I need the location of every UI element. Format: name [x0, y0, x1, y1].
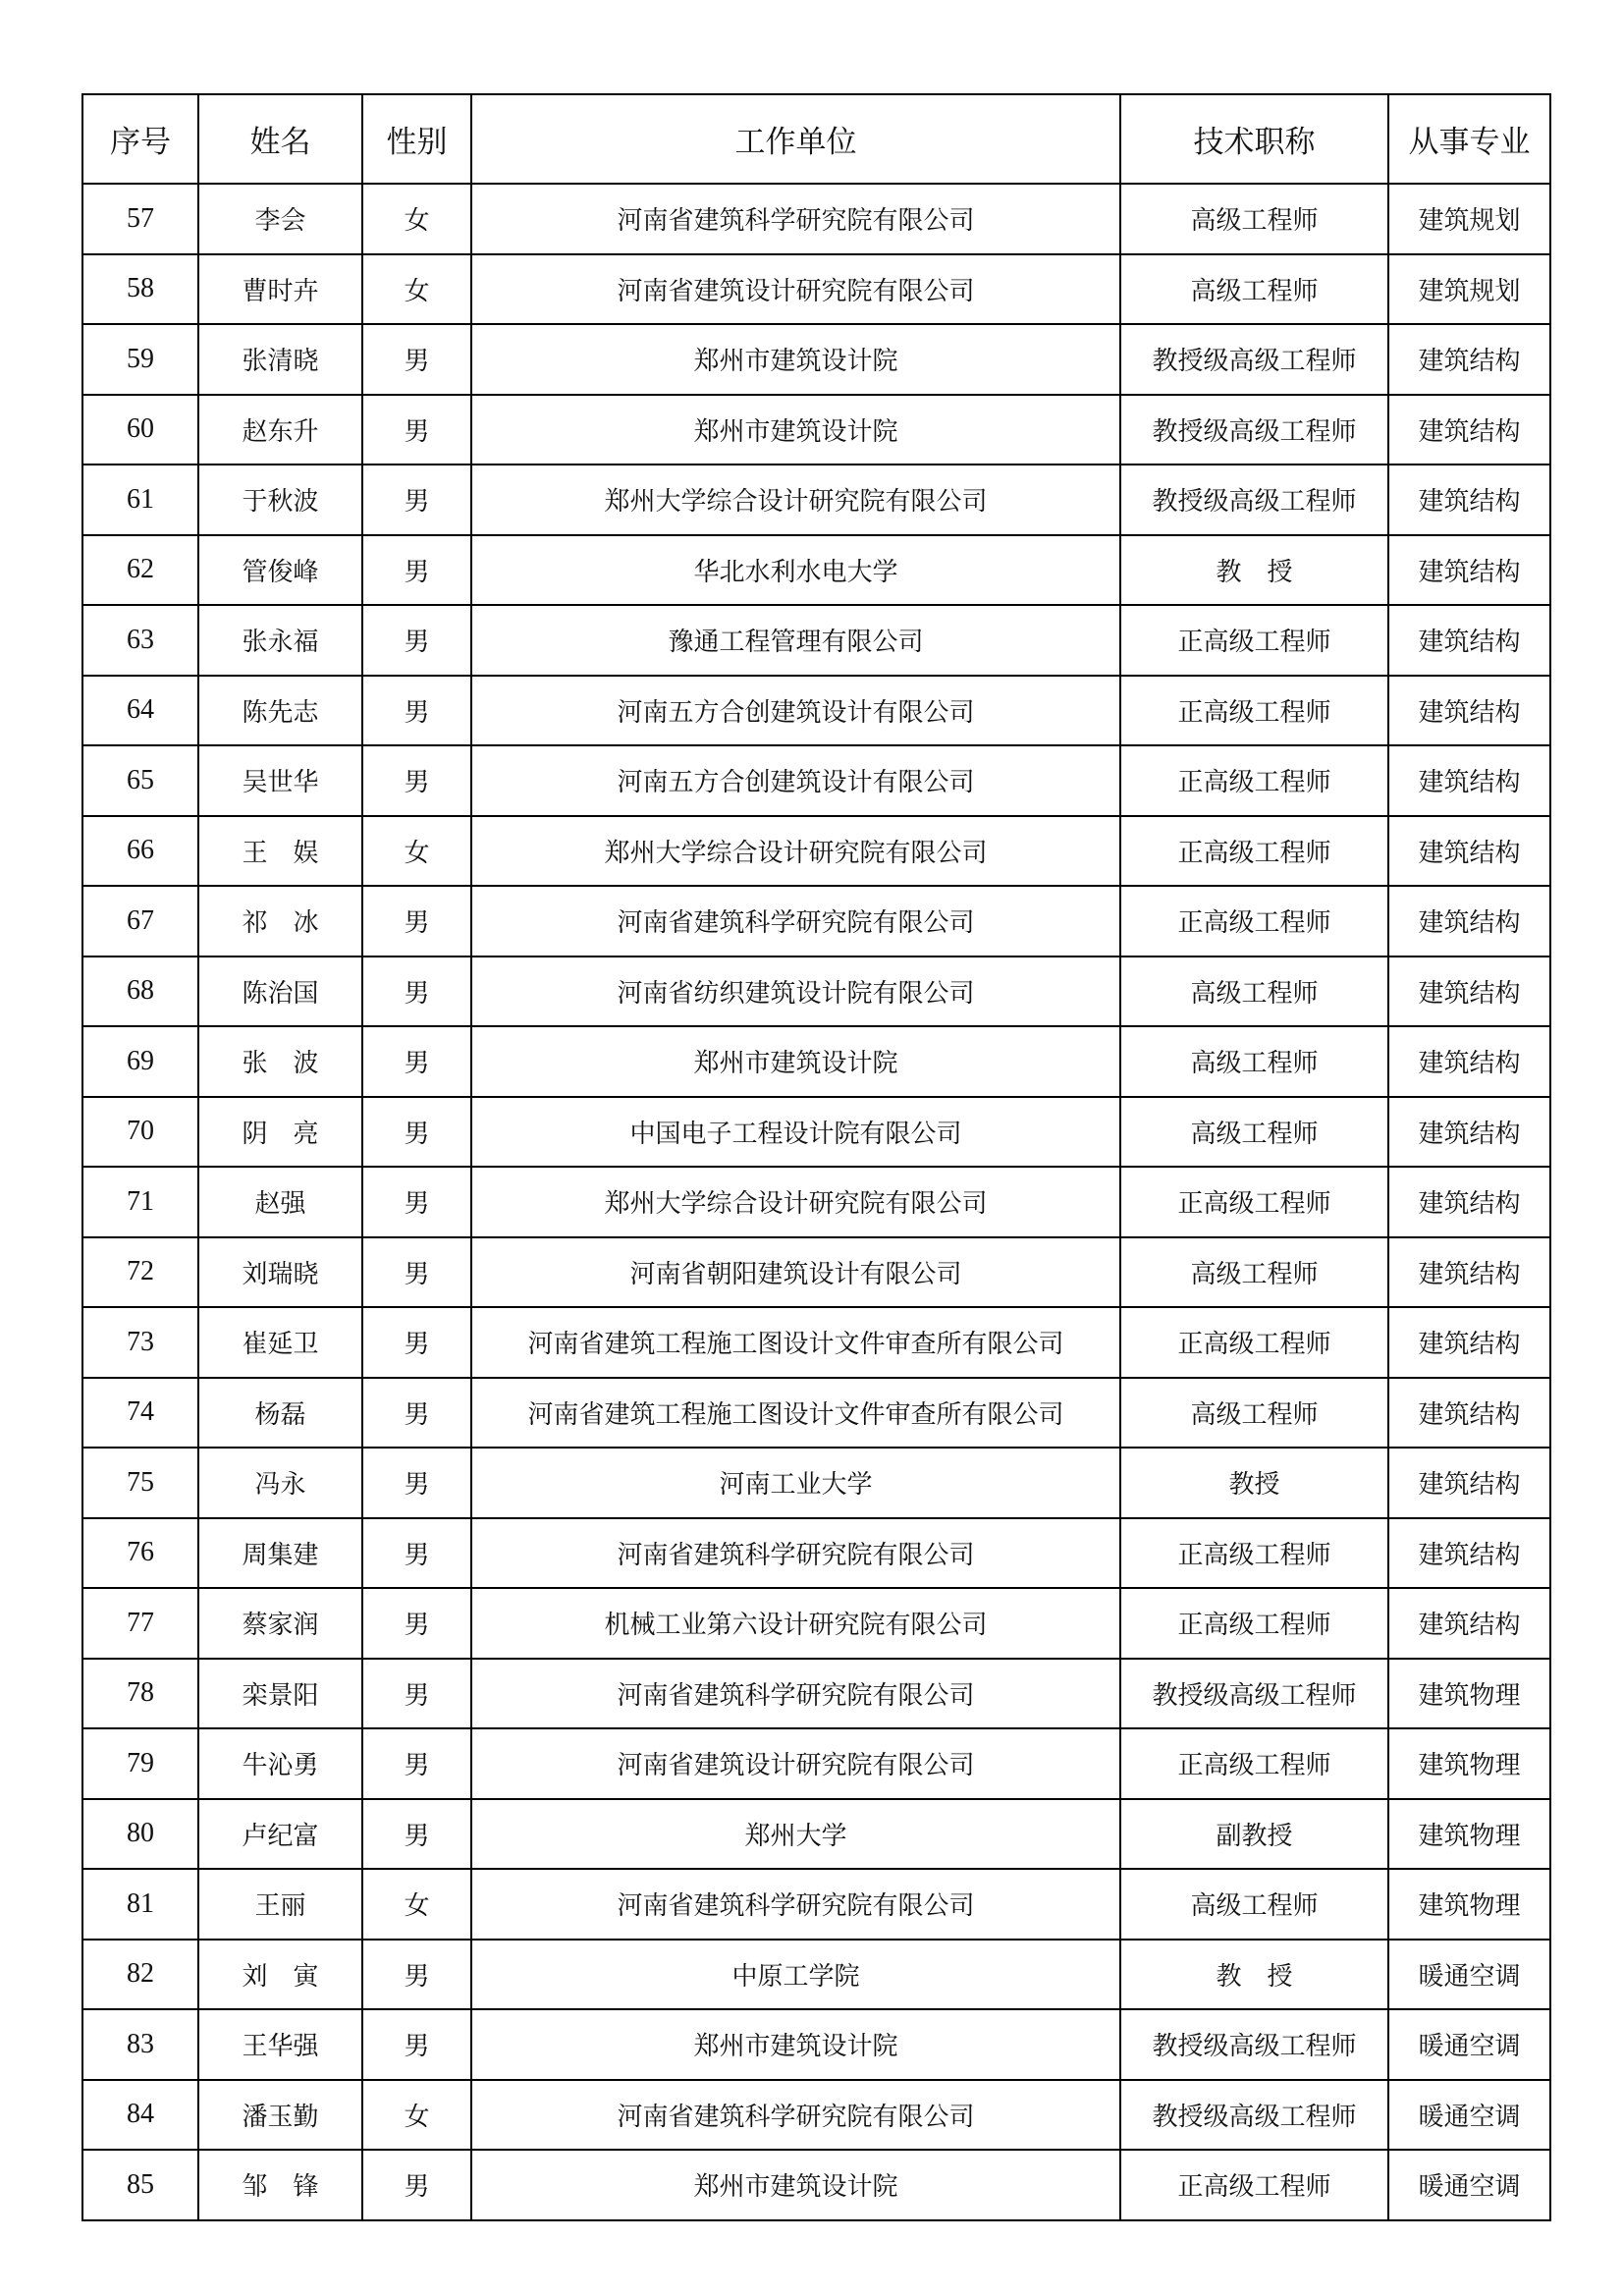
cell-gender: 男 [362, 957, 471, 1027]
cell-specialty: 建筑结构 [1388, 1448, 1550, 1518]
cell-specialty: 建筑结构 [1388, 1237, 1550, 1308]
cell-gender: 男 [362, 1307, 471, 1378]
cell-name: 祁 冰 [198, 886, 362, 957]
table-row [82, 676, 1550, 746]
table-row [82, 184, 1550, 254]
cell-gender: 男 [362, 1378, 471, 1449]
cell-technical-title: 正高级工程师 [1120, 676, 1388, 746]
cell-technical-title: 正高级工程师 [1120, 1167, 1388, 1237]
cell-technical-title: 正高级工程师 [1120, 605, 1388, 676]
cell-specialty: 建筑结构 [1388, 1026, 1550, 1097]
table-row [82, 886, 1550, 957]
cell-work-unit: 河南省纺织建筑设计院有限公司 [471, 957, 1120, 1027]
cell-serial-number: 64 [82, 676, 198, 746]
table-row [82, 395, 1550, 465]
cell-technical-title: 高级工程师 [1120, 184, 1388, 254]
cell-gender: 女 [362, 184, 471, 254]
table-row [82, 745, 1550, 816]
cell-gender: 男 [362, 1237, 471, 1308]
cell-gender: 男 [362, 1588, 471, 1659]
cell-work-unit: 河南省建筑科学研究院有限公司 [471, 1659, 1120, 1729]
table-row [82, 1097, 1550, 1168]
cell-gender: 男 [362, 886, 471, 957]
cell-serial-number: 68 [82, 957, 198, 1027]
cell-work-unit: 郑州大学综合设计研究院有限公司 [471, 816, 1120, 887]
table-row [82, 324, 1550, 395]
cell-serial-number: 78 [82, 1659, 198, 1729]
cell-name: 阴 亮 [198, 1097, 362, 1168]
cell-work-unit: 郑州市建筑设计院 [471, 324, 1120, 395]
personnel-table [81, 93, 1551, 2221]
cell-gender: 男 [362, 676, 471, 746]
table-row [82, 1167, 1550, 1237]
cell-serial-number: 85 [82, 2150, 198, 2220]
header-technical-title: 技术职称 [1120, 94, 1388, 184]
table-row [82, 1448, 1550, 1518]
cell-serial-number: 63 [82, 605, 198, 676]
table-row [82, 254, 1550, 325]
table-row [82, 1588, 1550, 1659]
cell-specialty: 建筑结构 [1388, 1378, 1550, 1449]
cell-technical-title: 高级工程师 [1120, 1237, 1388, 1308]
cell-name: 潘玉勤 [198, 2080, 362, 2151]
table-row [82, 1518, 1550, 1589]
cell-work-unit: 郑州市建筑设计院 [471, 395, 1120, 465]
cell-specialty: 建筑结构 [1388, 395, 1550, 465]
cell-serial-number: 76 [82, 1518, 198, 1589]
cell-work-unit: 河南省建筑设计研究院有限公司 [471, 1728, 1120, 1799]
cell-work-unit: 机械工业第六设计研究院有限公司 [471, 1588, 1120, 1659]
cell-specialty: 建筑物理 [1388, 1728, 1550, 1799]
table-row [82, 2009, 1550, 2080]
cell-work-unit: 河南省建筑科学研究院有限公司 [471, 184, 1120, 254]
cell-technical-title: 教授级高级工程师 [1120, 1659, 1388, 1729]
cell-gender: 女 [362, 816, 471, 887]
cell-serial-number: 80 [82, 1799, 198, 1870]
cell-serial-number: 59 [82, 324, 198, 395]
table-header-row [82, 94, 1550, 184]
cell-technical-title: 高级工程师 [1120, 1378, 1388, 1449]
cell-work-unit: 华北水利水电大学 [471, 535, 1120, 606]
cell-name: 陈治国 [198, 957, 362, 1027]
cell-name: 牛沁勇 [198, 1728, 362, 1799]
cell-serial-number: 66 [82, 816, 198, 887]
cell-technical-title: 高级工程师 [1120, 1869, 1388, 1940]
table-row [82, 535, 1550, 606]
cell-technical-title: 教授 [1120, 1448, 1388, 1518]
cell-technical-title: 正高级工程师 [1120, 1728, 1388, 1799]
cell-technical-title: 教 授 [1120, 535, 1388, 606]
cell-gender: 男 [362, 1097, 471, 1168]
cell-serial-number: 69 [82, 1026, 198, 1097]
table-row [82, 2150, 1550, 2220]
cell-name: 吴世华 [198, 745, 362, 816]
cell-technical-title: 教 授 [1120, 1940, 1388, 2010]
table-row [82, 1869, 1550, 1940]
cell-name: 卢纪富 [198, 1799, 362, 1870]
cell-specialty: 建筑规划 [1388, 184, 1550, 254]
personnel-table-container [81, 93, 1549, 2221]
cell-specialty: 建筑结构 [1388, 886, 1550, 957]
cell-specialty: 建筑结构 [1388, 535, 1550, 606]
cell-serial-number: 79 [82, 1728, 198, 1799]
cell-gender: 男 [362, 1167, 471, 1237]
cell-name: 于秋波 [198, 465, 362, 535]
cell-work-unit: 郑州市建筑设计院 [471, 2009, 1120, 2080]
cell-technical-title: 教授级高级工程师 [1120, 2009, 1388, 2080]
cell-name: 张清晓 [198, 324, 362, 395]
table-row [82, 1659, 1550, 1729]
cell-work-unit: 中国电子工程设计院有限公司 [471, 1097, 1120, 1168]
cell-technical-title: 高级工程师 [1120, 254, 1388, 325]
cell-serial-number: 72 [82, 1237, 198, 1308]
cell-technical-title: 高级工程师 [1120, 957, 1388, 1027]
cell-gender: 男 [362, 1518, 471, 1589]
table-row [82, 957, 1550, 1027]
cell-name: 冯永 [198, 1448, 362, 1518]
cell-technical-title: 副教授 [1120, 1799, 1388, 1870]
cell-gender: 男 [362, 745, 471, 816]
cell-specialty: 建筑结构 [1388, 605, 1550, 676]
cell-technical-title: 正高级工程师 [1120, 886, 1388, 957]
cell-work-unit: 中原工学院 [471, 1940, 1120, 2010]
cell-gender: 男 [362, 465, 471, 535]
cell-name: 王 娱 [198, 816, 362, 887]
cell-technical-title: 教授级高级工程师 [1120, 465, 1388, 535]
cell-specialty: 建筑物理 [1388, 1799, 1550, 1870]
cell-specialty: 暖通空调 [1388, 2009, 1550, 2080]
cell-work-unit: 河南省建筑科学研究院有限公司 [471, 1869, 1120, 1940]
cell-serial-number: 61 [82, 465, 198, 535]
cell-serial-number: 71 [82, 1167, 198, 1237]
cell-technical-title: 高级工程师 [1120, 1097, 1388, 1168]
cell-gender: 男 [362, 1659, 471, 1729]
cell-specialty: 建筑结构 [1388, 324, 1550, 395]
cell-name: 崔延卫 [198, 1307, 362, 1378]
cell-serial-number: 62 [82, 535, 198, 606]
cell-serial-number: 58 [82, 254, 198, 325]
cell-gender: 女 [362, 254, 471, 325]
cell-work-unit: 河南省建筑科学研究院有限公司 [471, 1518, 1120, 1589]
cell-name: 王丽 [198, 1869, 362, 1940]
cell-gender: 男 [362, 324, 471, 395]
cell-name: 杨磊 [198, 1378, 362, 1449]
cell-work-unit: 河南五方合创建筑设计有限公司 [471, 676, 1120, 746]
cell-technical-title: 教授级高级工程师 [1120, 2080, 1388, 2151]
cell-serial-number: 73 [82, 1307, 198, 1378]
cell-work-unit: 郑州市建筑设计院 [471, 1026, 1120, 1097]
cell-name: 刘瑞晓 [198, 1237, 362, 1308]
table-row [82, 1728, 1550, 1799]
cell-specialty: 建筑结构 [1388, 465, 1550, 535]
cell-specialty: 建筑结构 [1388, 745, 1550, 816]
cell-specialty: 建筑物理 [1388, 1659, 1550, 1729]
header-gender: 性别 [362, 94, 471, 184]
cell-work-unit: 河南五方合创建筑设计有限公司 [471, 745, 1120, 816]
cell-gender: 男 [362, 1448, 471, 1518]
cell-name: 管俊峰 [198, 535, 362, 606]
cell-work-unit: 河南工业大学 [471, 1448, 1120, 1518]
cell-serial-number: 67 [82, 886, 198, 957]
table-row [82, 1307, 1550, 1378]
cell-name: 蔡家润 [198, 1588, 362, 1659]
cell-work-unit: 河南省建筑科学研究院有限公司 [471, 2080, 1120, 2151]
cell-name: 刘 寅 [198, 1940, 362, 2010]
cell-work-unit: 郑州大学综合设计研究院有限公司 [471, 1167, 1120, 1237]
cell-gender: 男 [362, 535, 471, 606]
cell-name: 陈先志 [198, 676, 362, 746]
table-row [82, 1940, 1550, 2010]
table-body [82, 184, 1550, 2220]
cell-technical-title: 正高级工程师 [1120, 1518, 1388, 1589]
cell-specialty: 建筑结构 [1388, 1167, 1550, 1237]
table-row [82, 2080, 1550, 2151]
cell-work-unit: 郑州大学 [471, 1799, 1120, 1870]
header-serial-number: 序号 [82, 94, 198, 184]
cell-specialty: 建筑结构 [1388, 1097, 1550, 1168]
cell-specialty: 暖通空调 [1388, 1940, 1550, 2010]
cell-name: 周集建 [198, 1518, 362, 1589]
cell-name: 栾景阳 [198, 1659, 362, 1729]
cell-gender: 男 [362, 2150, 471, 2220]
cell-gender: 男 [362, 2009, 471, 2080]
cell-specialty: 建筑结构 [1388, 1518, 1550, 1589]
cell-specialty: 暖通空调 [1388, 2080, 1550, 2151]
cell-technical-title: 教授级高级工程师 [1120, 324, 1388, 395]
cell-name: 赵强 [198, 1167, 362, 1237]
cell-technical-title: 正高级工程师 [1120, 2150, 1388, 2220]
cell-serial-number: 77 [82, 1588, 198, 1659]
cell-gender: 男 [362, 605, 471, 676]
table-row [82, 465, 1550, 535]
cell-technical-title: 教授级高级工程师 [1120, 395, 1388, 465]
cell-work-unit: 河南省建筑设计研究院有限公司 [471, 254, 1120, 325]
cell-name: 李会 [198, 184, 362, 254]
table-row [82, 1378, 1550, 1449]
cell-work-unit: 河南省朝阳建筑设计有限公司 [471, 1237, 1120, 1308]
table-row [82, 1799, 1550, 1870]
cell-specialty: 建筑物理 [1388, 1869, 1550, 1940]
header-work-unit: 工作单位 [471, 94, 1120, 184]
cell-gender: 男 [362, 1728, 471, 1799]
cell-work-unit: 河南省建筑工程施工图设计文件审查所有限公司 [471, 1378, 1120, 1449]
cell-serial-number: 74 [82, 1378, 198, 1449]
cell-name: 曹时卉 [198, 254, 362, 325]
cell-serial-number: 81 [82, 1869, 198, 1940]
cell-serial-number: 70 [82, 1097, 198, 1168]
cell-name: 王华强 [198, 2009, 362, 2080]
cell-work-unit: 郑州大学综合设计研究院有限公司 [471, 465, 1120, 535]
cell-serial-number: 60 [82, 395, 198, 465]
cell-specialty: 建筑规划 [1388, 254, 1550, 325]
table-row [82, 1237, 1550, 1308]
cell-gender: 男 [362, 1799, 471, 1870]
cell-gender: 男 [362, 395, 471, 465]
cell-serial-number: 83 [82, 2009, 198, 2080]
cell-name: 张永福 [198, 605, 362, 676]
cell-serial-number: 57 [82, 184, 198, 254]
cell-technical-title: 正高级工程师 [1120, 745, 1388, 816]
cell-specialty: 建筑结构 [1388, 957, 1550, 1027]
cell-gender: 男 [362, 1940, 471, 2010]
cell-technical-title: 高级工程师 [1120, 1026, 1388, 1097]
table-row [82, 605, 1550, 676]
cell-specialty: 建筑结构 [1388, 676, 1550, 746]
cell-work-unit: 郑州市建筑设计院 [471, 2150, 1120, 2220]
header-specialty: 从事专业 [1388, 94, 1550, 184]
cell-name: 邹 锋 [198, 2150, 362, 2220]
cell-specialty: 暖通空调 [1388, 2150, 1550, 2220]
cell-gender: 女 [362, 2080, 471, 2151]
cell-work-unit: 豫通工程管理有限公司 [471, 605, 1120, 676]
cell-work-unit: 河南省建筑工程施工图设计文件审查所有限公司 [471, 1307, 1120, 1378]
cell-gender: 女 [362, 1869, 471, 1940]
cell-serial-number: 82 [82, 1940, 198, 2010]
cell-specialty: 建筑结构 [1388, 816, 1550, 887]
cell-name: 赵东升 [198, 395, 362, 465]
cell-serial-number: 75 [82, 1448, 198, 1518]
cell-gender: 男 [362, 1026, 471, 1097]
table-row [82, 1026, 1550, 1097]
table-row [82, 816, 1550, 887]
cell-specialty: 建筑结构 [1388, 1307, 1550, 1378]
cell-technical-title: 正高级工程师 [1120, 1588, 1388, 1659]
header-name: 姓名 [198, 94, 362, 184]
cell-technical-title: 正高级工程师 [1120, 1307, 1388, 1378]
cell-serial-number: 65 [82, 745, 198, 816]
cell-technical-title: 正高级工程师 [1120, 816, 1388, 887]
cell-work-unit: 河南省建筑科学研究院有限公司 [471, 886, 1120, 957]
cell-name: 张 波 [198, 1026, 362, 1097]
cell-serial-number: 84 [82, 2080, 198, 2151]
cell-specialty: 建筑结构 [1388, 1588, 1550, 1659]
